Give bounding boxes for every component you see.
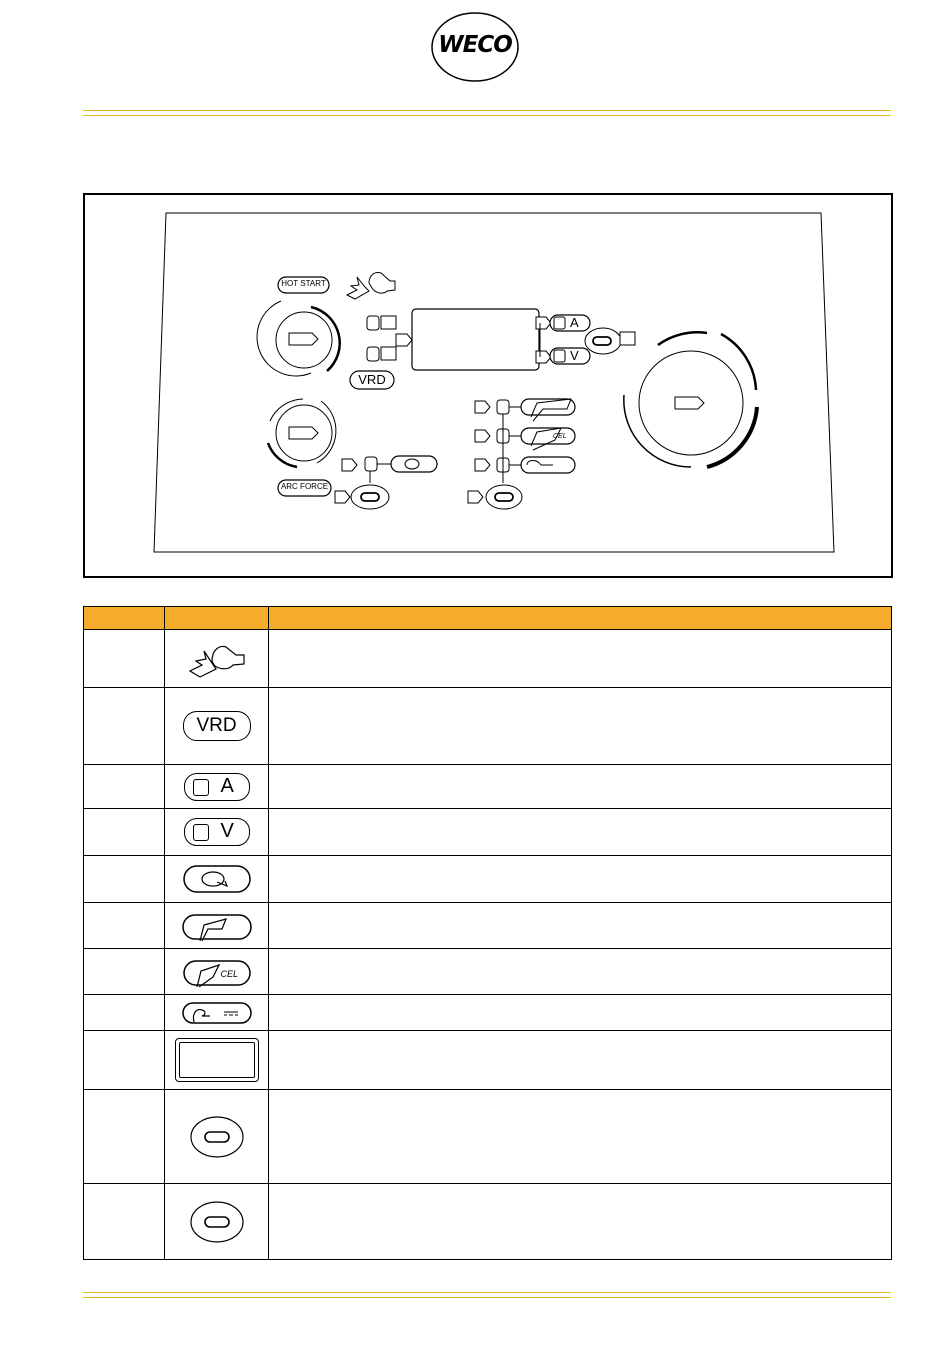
row-description [269, 630, 892, 688]
row-number [84, 856, 165, 903]
cel-icon-label: CEL [220, 968, 239, 979]
process-button[interactable] [486, 485, 522, 509]
cel-label: CEL [553, 433, 567, 440]
row-description [269, 765, 892, 809]
table-row [84, 1184, 892, 1260]
row-number [84, 1090, 165, 1184]
hot-start-label: HOT START [281, 279, 326, 288]
vrd-icon-label: VRD [183, 711, 251, 741]
row-description [269, 1031, 892, 1090]
table-row [84, 995, 892, 1031]
volts-icon-label: V [220, 820, 234, 842]
bottom-rule [83, 1292, 891, 1298]
logo-text: WECO [438, 32, 512, 58]
table-row [84, 630, 892, 688]
push-button-icon [165, 1090, 269, 1184]
weco-logo [431, 12, 519, 82]
table-row [84, 903, 892, 949]
arc-force-button[interactable] [351, 485, 389, 509]
table-row [84, 949, 892, 995]
header-description [269, 607, 892, 630]
symbol-table [83, 606, 892, 1260]
row-description [269, 903, 892, 949]
row-description [269, 856, 892, 903]
arc-force-dial-icon [165, 856, 269, 903]
row-description [269, 809, 892, 856]
table-row [84, 1090, 892, 1184]
vrd-icon [165, 688, 269, 765]
table-row [84, 1031, 892, 1090]
amps-icon-label: A [220, 774, 234, 797]
row-number [84, 903, 165, 949]
display-icon [165, 1031, 269, 1090]
volts-label: V [570, 348, 579, 363]
row-description [269, 1090, 892, 1184]
row-number [84, 1184, 165, 1260]
amps-label: A [570, 315, 579, 330]
row-number [84, 765, 165, 809]
volts-led-icon [165, 809, 269, 856]
table-row [84, 765, 892, 809]
table-row [84, 856, 892, 903]
control-panel-figure [83, 193, 893, 578]
row-description [269, 949, 892, 995]
push-button-icon [165, 1184, 269, 1260]
row-number [84, 809, 165, 856]
display-window [396, 309, 539, 370]
row-number [84, 688, 165, 765]
row-description [269, 1184, 892, 1260]
amps-led-icon [165, 765, 269, 809]
hot-start-icon [165, 630, 269, 688]
vrd-label: VRD [358, 372, 386, 387]
cel-electrode-icon [165, 949, 269, 995]
row-number [84, 1031, 165, 1090]
row-description [269, 688, 892, 765]
top-rule [83, 110, 891, 116]
tig-lift-icon [165, 995, 269, 1031]
table-header-row [84, 607, 892, 630]
header-number [84, 607, 165, 630]
header-symbol [165, 607, 269, 630]
row-number [84, 630, 165, 688]
row-description [269, 995, 892, 1031]
table-row [84, 809, 892, 856]
row-number [84, 949, 165, 995]
table-row [84, 688, 892, 765]
arc-force-label: ARC FORCE [280, 482, 329, 491]
mma-electrode-icon [165, 903, 269, 949]
row-number [84, 995, 165, 1031]
